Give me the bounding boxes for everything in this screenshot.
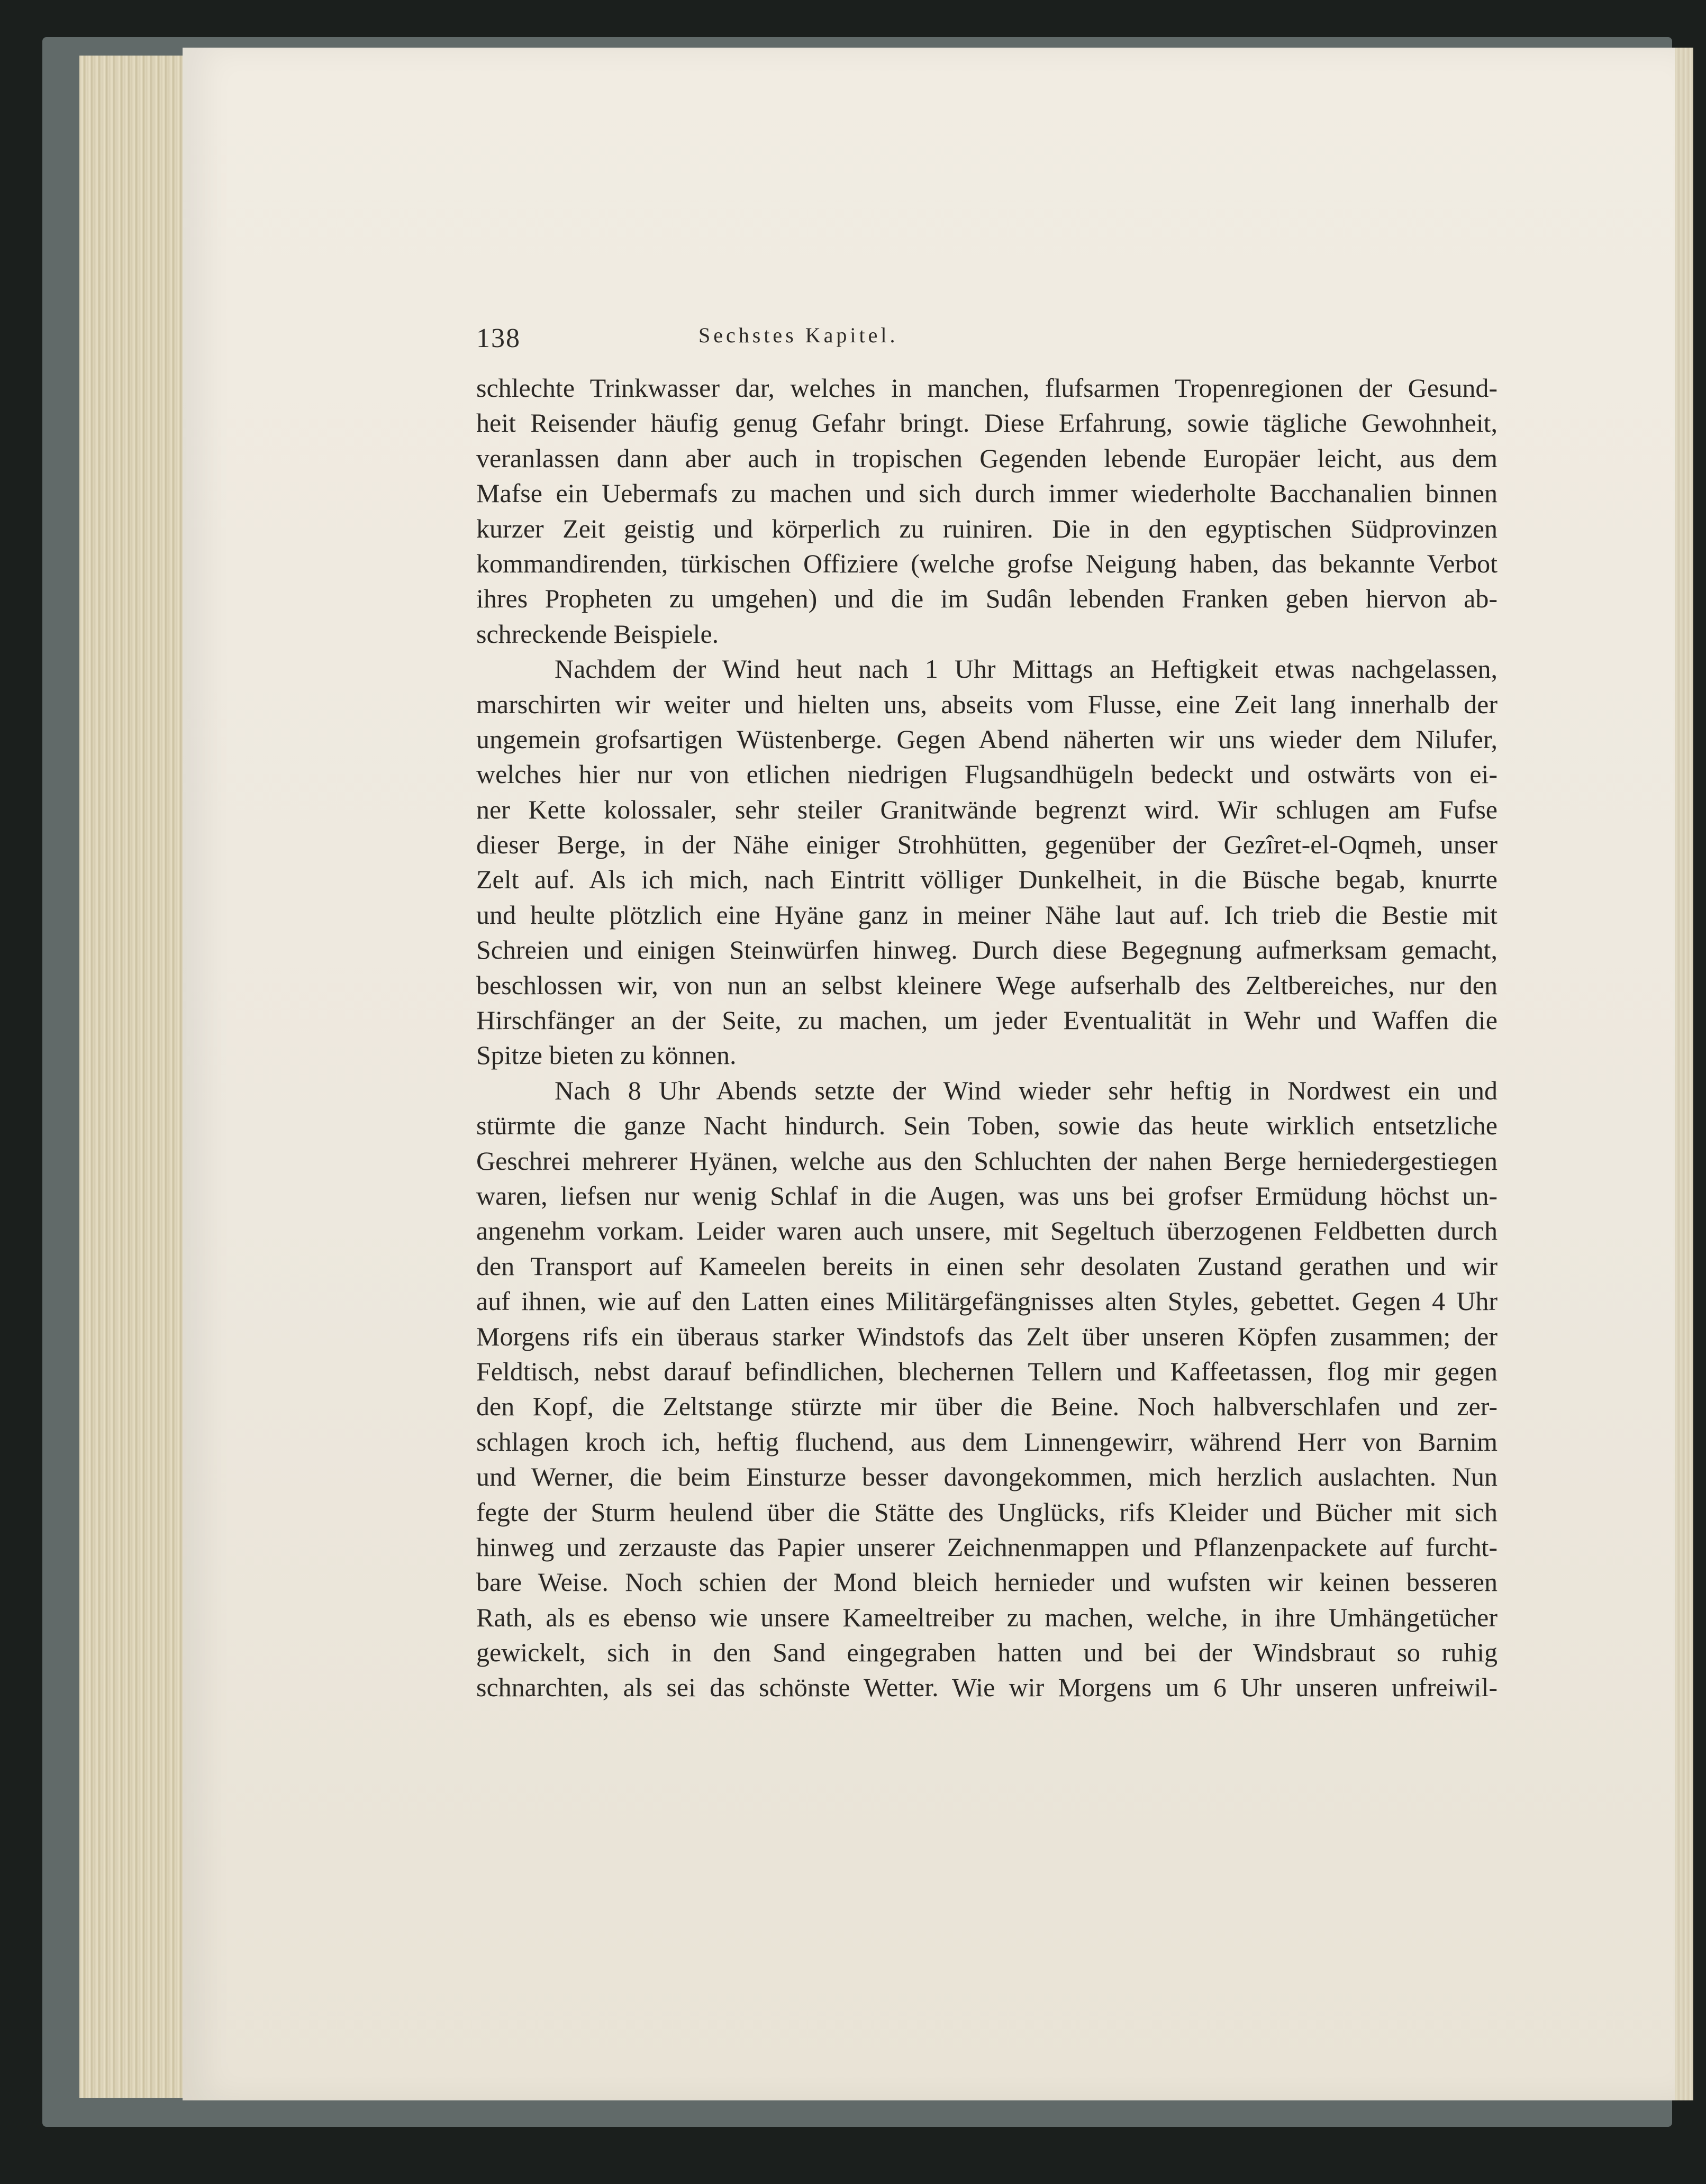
text-line: marschirten wir weiter und hielten uns, abseits vom Flusse, eine Zeit lang innerhalb der xyxy=(476,689,1498,719)
text-line: waren, liefsen nur wenig Schlaf in die Augen, was uns bei grofser Ermüdung höchst un- xyxy=(476,1180,1498,1211)
text-line: bare Weise. Noch schien der Mond bleich hernieder und wufsten wir keinen besseren xyxy=(476,1567,1498,1597)
text-line: gewickelt, sich in den Sand eingegraben hatten und bei der Windsbraut so ruhig xyxy=(476,1637,1498,1668)
body-text xyxy=(476,370,1498,1705)
text-line: Hirschfänger an der Seite, zu machen, um jeder Eventualität in Wehr und Waffen die xyxy=(476,1005,1498,1035)
text-line: angenehm vorkam. Leider waren auch unsere, mit Segeltuch überzogenen Feldbetten durch xyxy=(476,1216,1498,1246)
text-line: Mafse ein Uebermafs zu machen und sich durch immer wiederholte Bacchanalien binnen xyxy=(476,478,1498,508)
text-line: auf ihnen, wie auf den Latten eines Militärgefängnisses alten Styles, gebettet. Gegen 4 Uhr xyxy=(476,1286,1498,1316)
text-line: hinweg und zerzauste das Papier unserer Zeichnenmappen und Pflanzenpackete auf furcht- xyxy=(476,1532,1498,1562)
text-line: Nachdem der Wind heut nach 1 Uhr Mittags an Heftigkeit etwas nachgelassen, xyxy=(555,654,1498,684)
page-header xyxy=(476,323,1524,365)
text-line: beschlossen wir, von nun an selbst kleinere Wege aufserhalb des Zeltbereiches, nur den xyxy=(476,970,1498,1000)
text-line: dieser Berge, in der Nähe einiger Strohhütten, gegenüber der Gezîret-el-Oqmeh, unser xyxy=(476,830,1498,860)
text-line: ungemein grofsartigen Wüstenberge. Gegen Abend näherten wir uns wieder dem Nilufer, xyxy=(476,724,1498,754)
text-line: und heulte plötzlich eine Hyäne ganz in meiner Nähe laut auf. Ich trieb die Bestie mit xyxy=(476,899,1498,930)
text-line: ner Kette kolossaler, sehr steiler Granitwände begrenzt wird. Wir schlugen am Fufse xyxy=(476,794,1498,824)
text-line: Geschrei mehrerer Hyänen, welche aus den Schluchten der nahen Berge herniedergestiegen xyxy=(476,1145,1498,1176)
text-line: Schreien und einigen Steinwürfen hinweg. Durch diese Begegnung aufmerksam gemacht, xyxy=(476,935,1498,965)
page-edges-left xyxy=(79,56,190,2098)
text-line: Nach 8 Uhr Abends setzte der Wind wieder sehr heftig in Nordwest ein und xyxy=(555,1075,1498,1105)
text-line: welches hier nur von etlichen niedrigen Flugsandhügeln bedeckt und ostwärts von ei- xyxy=(476,759,1498,789)
text-line: stürmte die ganze Nacht hindurch. Sein Toben, sowie das heute wirklich entsetzliche xyxy=(476,1111,1498,1141)
text-line: ihres Propheten zu umgehen) und die im Sudân lebenden Franken geben hiervon ab- xyxy=(476,584,1498,614)
text-line: und Werner, die beim Einsturze besser davongekommen, mich herzlich auslachten. Nun xyxy=(476,1462,1498,1492)
text-line: Spitze bieten zu können. xyxy=(476,1040,737,1070)
text-line: schlagen kroch ich, heftig fluchend, aus dem Linnengewirr, während Herr von Barnim xyxy=(476,1426,1498,1457)
page-number: 138 xyxy=(476,323,521,353)
text-line: Morgens rifs ein überaus starker Windstofs das Zelt über unseren Köpfen zusammen; der xyxy=(476,1321,1498,1351)
text-line: veranlassen dann aber auch in tropischen Gegenden lebende Europäer leicht, aus dem xyxy=(476,443,1498,473)
text-line: schnarchten, als sei das schönste Wetter. Wie wir Morgens um 6 Uhr unseren unfreiwil- xyxy=(476,1672,1498,1703)
text-line: Rath, als es ebenso wie unsere Kameeltreiber zu machen, welche, in ihre Umhängetücher xyxy=(476,1602,1498,1632)
text-line: schreckende Beispiele. xyxy=(476,618,719,649)
text-line: heit Reisender häufig genug Gefahr bringt. Diese Erfahrung, sowie tägliche Gewohnheit, xyxy=(476,408,1498,438)
text-line: schlechte Trinkwasser dar, welches in manchen, flufsarmen Tropenregionen der Gesund- xyxy=(476,373,1498,403)
text-line: den Kopf, die Zeltstange stürzte mir über die Beine. Noch halbverschlafen und zer- xyxy=(476,1391,1498,1422)
text-line: kommandirenden, türkischen Offiziere (welche grofse Neigung haben, das bekannte Verbot xyxy=(476,548,1498,578)
text-line: kurzer Zeit geistig und körperlich zu ruiniren. Die in den egyptischen Südprovinzen xyxy=(476,513,1498,543)
text-line: den Transport auf Kameelen bereits in einen sehr desolaten Zustand gerathen und wir xyxy=(476,1251,1498,1281)
running-head: Sechstes Kapitel. xyxy=(698,323,899,347)
text-line: fegte der Sturm heulend über die Stätte des Unglücks, rifs Kleider und Bücher mit sich xyxy=(476,1497,1498,1527)
text-line: Feldtisch, nebst darauf befindlichen, blechernen Tellern und Kaffeetassen, flog mir gegen xyxy=(476,1356,1498,1386)
text-line: Zelt auf. Als ich mich, nach Eintritt völliger Dunkelheit, in die Büsche begab, knurrte xyxy=(476,865,1498,895)
